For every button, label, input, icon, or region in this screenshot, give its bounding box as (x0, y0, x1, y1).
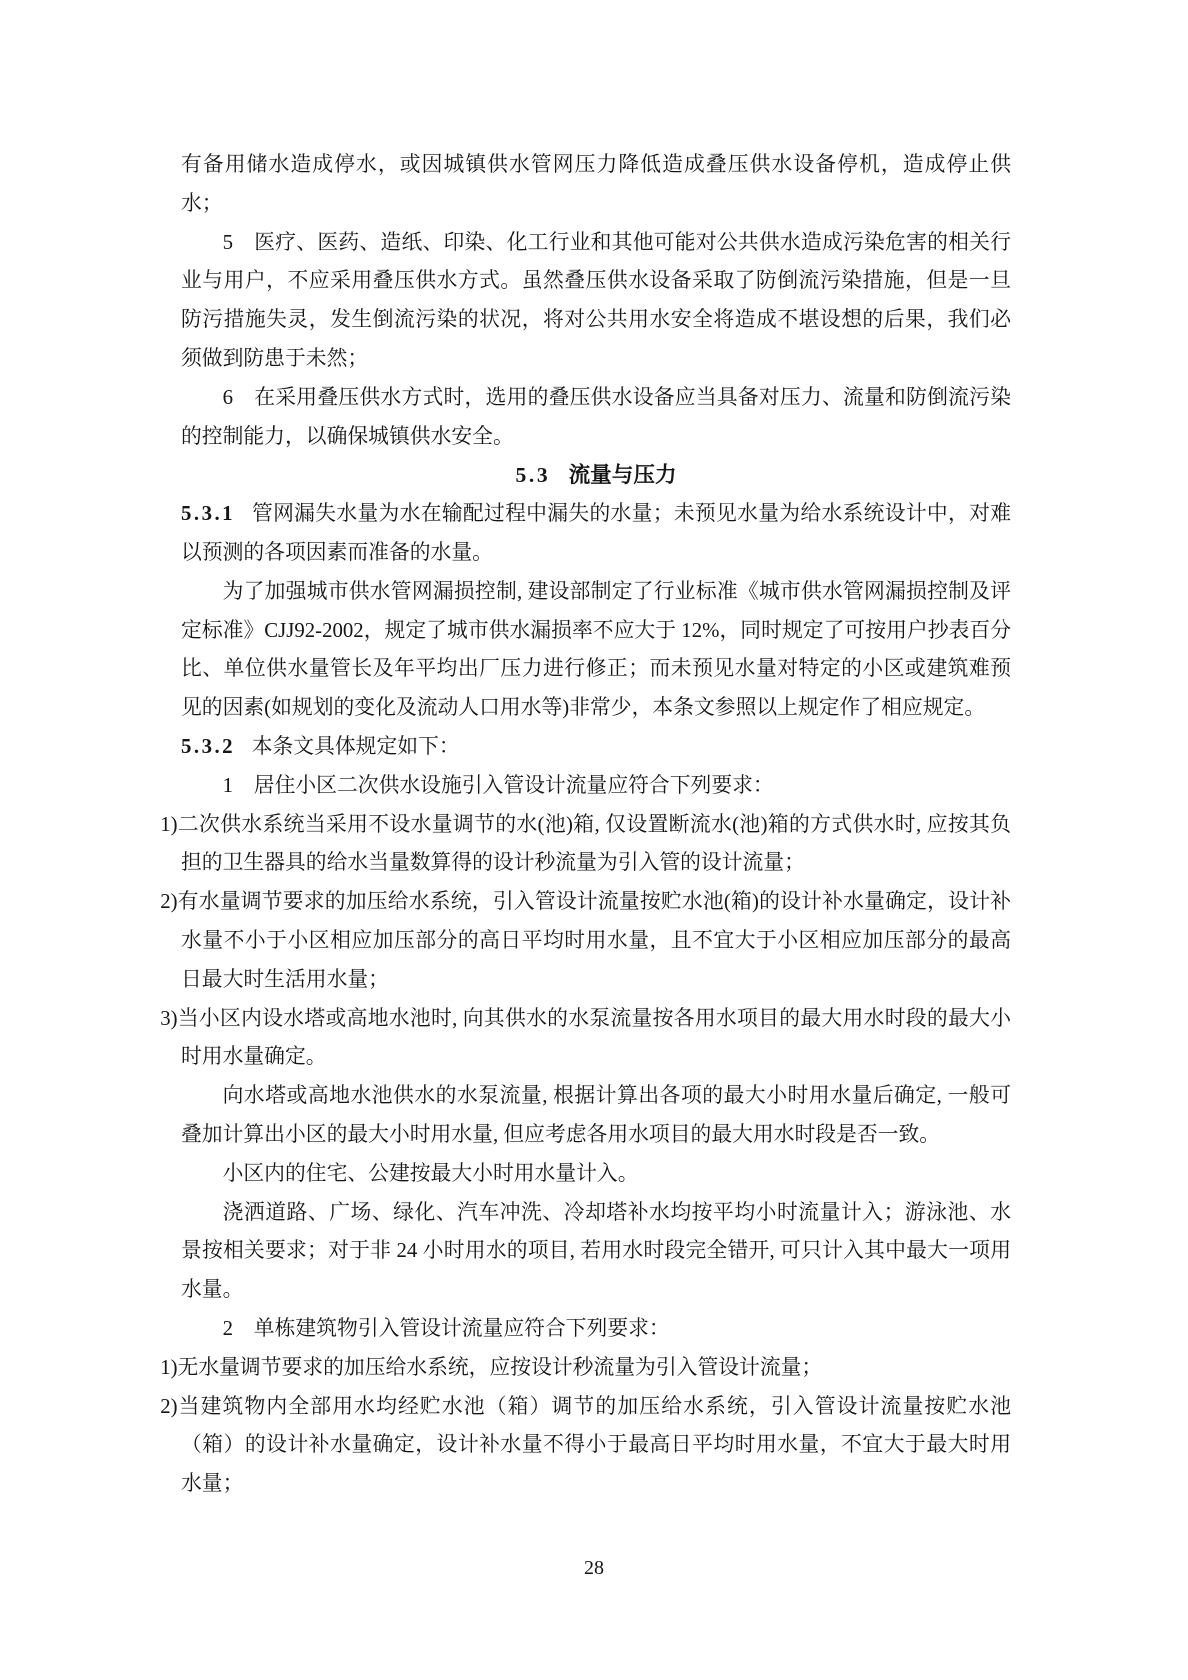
list-2-heading: 2 单栋建筑物引入管设计流量应符合下列要求： (222, 1316, 670, 1340)
list-1-subitem-3: 3)当小区内设水塔或高地水池时, 向其供水的水泵流量按各用水项目的最大用水时段的最大小时用水量确定。 (160, 1006, 1011, 1069)
clause-5-3-1 (181, 495, 1011, 573)
clause-5-3-1-number: 5.3.1 (181, 502, 236, 526)
paragraph-item-6: 6 在采用叠压供水方式时，选用的叠压供水设备应当具备对压力、流量和防倒流污染的控制能力，以确保城镇供水安全。 (181, 385, 1011, 448)
section-heading (181, 456, 1011, 495)
list-2-subitem-1: 1)无水量调节要求的加压给水系统，应按设计秒流量为引入管设计流量； (160, 1355, 823, 1379)
paragraph-explanation-4: 浇洒道路、广场、绿化、汽车冲洗、冷却塔补水均按平均小时流量计入；游泳池、水景按相关要求；对于非 24 小时用水的项目, 若用水时段完全错开, 可只计入其中最大一项用水量。 (181, 1200, 1011, 1302)
clause-5-3-2-number: 5.3.2 (181, 734, 236, 758)
paragraph-explanation-2: 向水塔或高地水池供水的水泵流量, 根据计算出各项的最大小时用水量后确定, 一般可叠加计算出小区的最大小时用水量, 但应考虑各用水项目的最大用水时段是否一致。 (181, 1084, 1011, 1146)
list-2-subitem-2: 2)当建筑物内全部用水均经贮水池（箱）调节的加压给水系统，引入管设计流量按贮水池（箱）的设计补水量确定，设计补水量不得小于最高日平均时用水量，不宜大于最大时用水量； (160, 1394, 1011, 1496)
list-1-heading: 1 居住小区二次供水设施引入管设计流量应符合下列要求： (222, 773, 774, 797)
page-body-text (160, 146, 1011, 1504)
clause-5-3-1-text: 管网漏失水量为水在输配过程中漏失的水量；未预见水量为给水系统设计中，对难以预测的各项因素而准备的水量。 (181, 502, 1011, 564)
paragraph-item-5: 5 医疗、医药、造纸、印染、化工行业和其他可能对公共供水造成污染危害的相关行业与用户，不应采用叠压供水方式。虽然叠压供水设备采取了防倒流污染措施，但是一旦防污措施失灵，发生倒流污染的状况，将对公共用水安全将造成不堪设想的后果，我们必须做到防患于未然； (181, 230, 1011, 370)
section-heading-title: 流量与压力 (568, 463, 677, 488)
section-heading-number: 5.3 (515, 463, 551, 488)
clause-5-3-2-text: 本条文具体规定如下： (251, 734, 460, 758)
paragraph-explanation-1: 为了加强城市供水管网漏损控制, 建设部制定了行业标准《城市供水管网漏损控制及评定标准》CJJ92-2002，规定了城市供水漏损率不应大于 12%，同时规定了可按用户抄表百分比、单位供水量管长及年平均出厂压力进行修正；而未预见水量对特定的小区或建筑难预见的因素(如规划的变化及流动人口用水等)非常少，本条文参照以上规定作了相应规定。 (181, 579, 1011, 720)
list-1-subitem-2: 2)有水量调节要求的加压给水系统，引入管设计流量按贮水池(箱)的设计补水量确定，设计补水量不小于小区相应加压部分的高日平均时用水量，且不宜大于小区相应加压部分的最高日最大时生活用水量； (160, 890, 1011, 991)
page-number: 28 (584, 1557, 604, 1579)
list-1-subitem-1: 1)二次供水系统当采用不设水量调节的水(池)箱, 仅设置断流水(池)箱的方式供水时, 应按其负担的卫生器具的给水当量数算得的设计秒流量为引入管的设计流量； (160, 812, 1011, 875)
paragraph-explanation-3: 小区内的住宅、公建按最大小时用水量计入。 (222, 1161, 639, 1185)
clause-5-3-2 (181, 728, 1011, 767)
paragraph-carryover: 有备用储水造成停水，或因城镇供水管网压力降低造成叠压供水设备停机，造成停止供水； (181, 153, 1011, 215)
